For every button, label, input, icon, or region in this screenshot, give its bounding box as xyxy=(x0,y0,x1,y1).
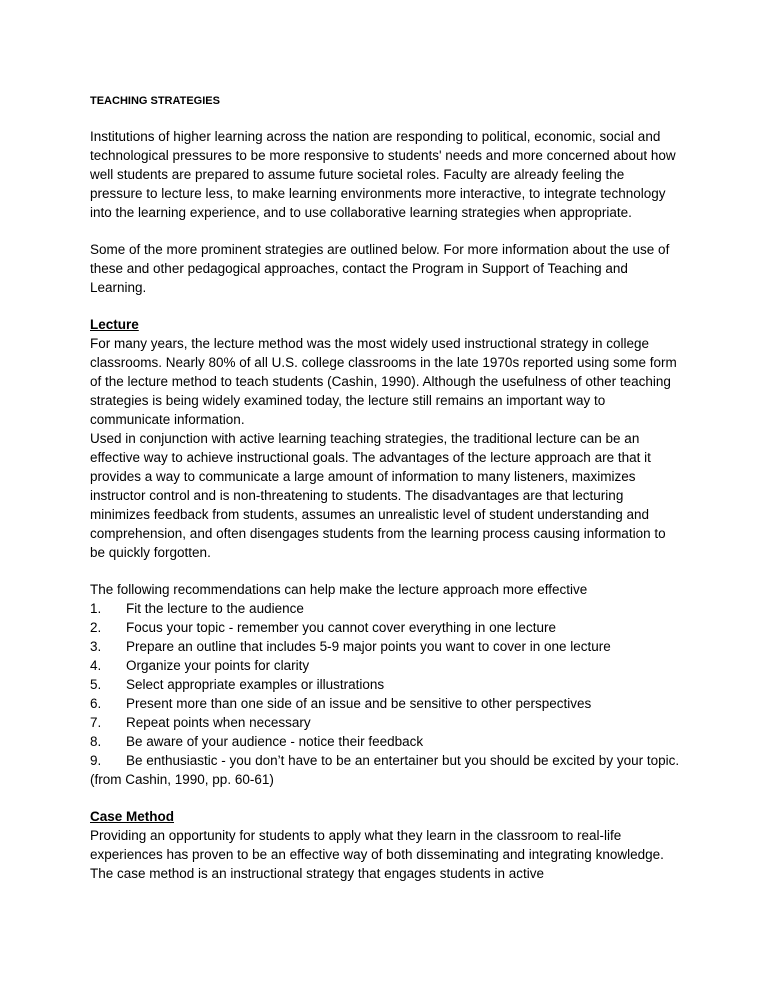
list-item xyxy=(90,675,680,694)
list-item-number: 1. xyxy=(90,601,102,616)
list-item-text: Prepare an outline that includes 5-9 major points you want to cover in one lecture xyxy=(126,639,611,654)
citation: (from Cashin, 1990, pp. 60-61) xyxy=(90,772,274,787)
case-method-paragraph-1: Providing an opportunity for students to apply what they learn in the classroom to real-life experiences has proven to be an effective way of both disseminating and integrating knowledge. The case method is an instructional strategy that engages students in active xyxy=(90,828,664,881)
list-item-text: Be aware of your audience - notice their feedback xyxy=(126,734,424,749)
list-item-text: Select appropriate examples or illustrations xyxy=(126,677,385,692)
list-item-text: Be enthusiastic - you don’t have to be an entertainer but you should be excited by your topic. xyxy=(126,753,680,768)
list-item-text: Organize your points for clarity xyxy=(126,658,310,673)
list-item xyxy=(90,637,680,656)
intro-paragraph-2: Some of the more prominent strategies are outlined below. For more information about the use of these and other pedagogical approaches, contact the Program in Support of Teaching and Learning. xyxy=(90,242,670,295)
list-item xyxy=(90,656,680,675)
list-item xyxy=(90,618,680,637)
list-item-text: Focus your topic - remember you cannot cover everything in one lecture xyxy=(126,620,556,635)
list-item xyxy=(90,713,680,732)
list-item-number: 8. xyxy=(90,734,102,749)
list-item-number: 6. xyxy=(90,696,102,711)
lecture-heading: Lecture xyxy=(90,317,139,332)
list-item-number: 7. xyxy=(90,715,102,730)
list-item xyxy=(90,732,680,751)
list-item xyxy=(90,599,680,618)
case-method-section xyxy=(90,807,680,883)
document-title: TEACHING STRATEGIES xyxy=(90,95,220,107)
list-item-number: 3. xyxy=(90,639,102,654)
lecture-paragraph-2: Used in conjunction with active learning teaching strategies, the traditional lecture can be an effective way to achieve instructional goals. The advantages of the lecture approach are that it provides a way to communicate a large amount of information to many listeners, maximizes instructor control and is non-threatening to students. The disadvantages are that lecturing minimizes feedback from students, assumes an unrealistic level of student understanding and comprehension, and often disengages students from the learning process causing information to be quickly forgotten. xyxy=(90,431,666,560)
list-item-text: Fit the lecture to the audience xyxy=(126,601,304,616)
list-item-number: 9. xyxy=(90,753,102,768)
list-item xyxy=(90,694,680,713)
lecture-section xyxy=(90,315,680,562)
intro-paragraph-1: Institutions of higher learning across the nation are responding to political, economic, social and technological pressures to be more responsive to students' needs and more concerned about how well students are prepared to assume future societal roles. Faculty are already feeling the pressure to lecture less, to make learning environments more interactive, to integrate technology into the learning experience, and to use collaborative learning strategies when appropriate. xyxy=(90,129,676,220)
list-item-number: 5. xyxy=(90,677,102,692)
document-page xyxy=(90,93,680,901)
case-method-heading: Case Method xyxy=(90,809,175,824)
lecture-paragraph-1: For many years, the lecture method was the most widely used instructional strategy in college classrooms. Nearly 80% of all U.S. college classrooms in the late 1970s reported using some form of the lecture method to teach students (Cashin, 1990). Although the usefulness of other teaching strategies is being widely examined today, the lecture still remains an important way to communicate information. xyxy=(90,336,677,427)
recommendations-intro: The following recommendations can help make the lecture approach more effective xyxy=(90,582,588,597)
recommendations-list xyxy=(90,599,680,770)
recommendations-section xyxy=(90,580,680,789)
list-item xyxy=(90,751,680,770)
list-item-text: Repeat points when necessary xyxy=(126,715,311,730)
list-item-number: 2. xyxy=(90,620,102,635)
list-item-text: Present more than one side of an issue and be sensitive to other perspectives xyxy=(126,696,592,711)
list-item-number: 4. xyxy=(90,658,102,673)
